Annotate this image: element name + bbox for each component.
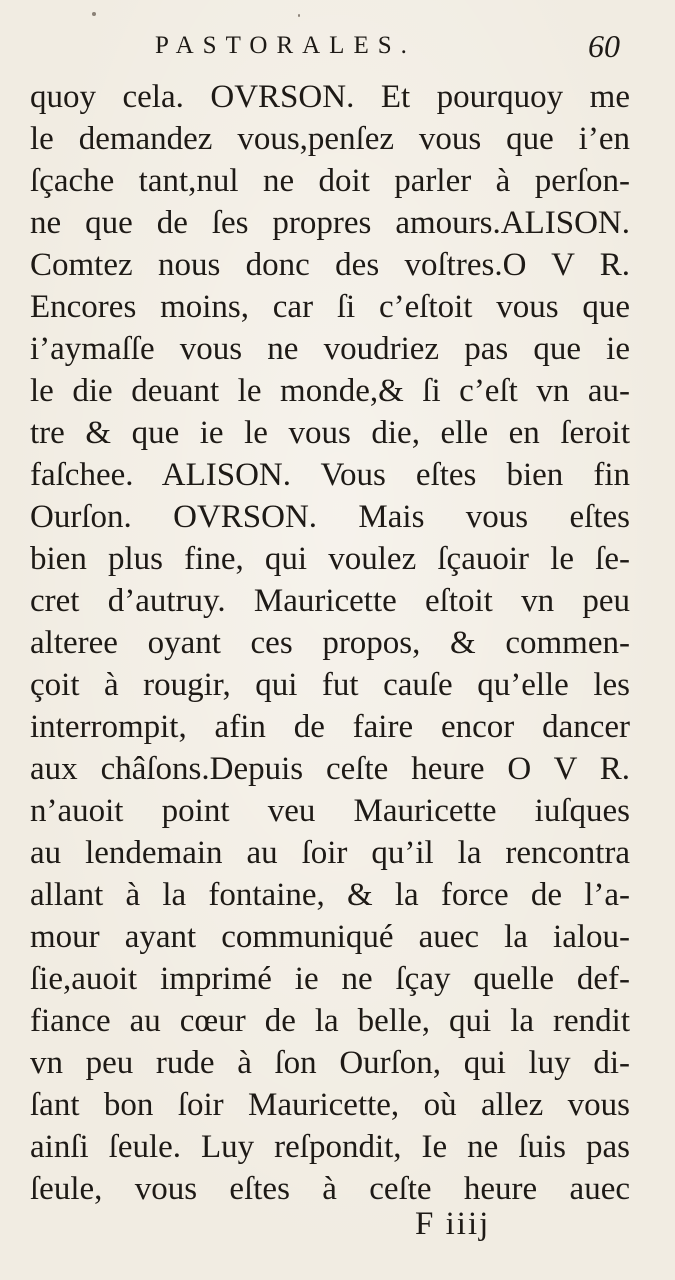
page-number: 60 [588, 28, 620, 64]
text-line: ſeule, vous eſtes à ceſte heure auec [30, 1171, 630, 1207]
text-line: quoy cela. OVRSON. Et pourquoy me [30, 79, 630, 115]
text-line: Ourſon. OVRSON. Mais vous eſtes [30, 499, 630, 535]
ink-speck [92, 12, 96, 16]
text-line: n’auoit point veu Mauricette iuſques [30, 793, 630, 829]
text-line: interrompit, afin de faire encor dancer [30, 709, 630, 745]
text-line: aux châſons.Depuis ceſte heure O V R. [30, 751, 630, 787]
text-line: le die deuant le monde,& ſi c’eſt vn au- [30, 373, 630, 409]
text-line: ſçache tant,nul ne doit parler à perſon- [30, 163, 630, 199]
text-line: ſant bon ſoir Mauricette, où allez vous [30, 1087, 630, 1123]
running-title: PASTORALES. [155, 32, 416, 59]
text-line: tre & que ie le vous die, elle en ſeroit [30, 415, 630, 451]
text-line: ainſi ſeule. Luy reſpondit, Ie ne ſuis pas [30, 1129, 630, 1165]
ink-speck [298, 14, 300, 17]
text-line: faſchee. ALISON. Vous eſtes bien fin [30, 457, 630, 493]
text-line: Encores moins, car ſi c’eſtoit vous que [30, 289, 630, 325]
signature-mark: F iiij [415, 1206, 491, 1242]
text-line: i’aymaſſe vous ne voudriez pas que ie [30, 331, 630, 367]
body-text [30, 76, 630, 1210]
page-header [0, 28, 675, 74]
text-line: bien plus fine, qui voulez ſçauoir le ſe- [30, 541, 630, 577]
text-line: vn peu rude à ſon Ourſon, qui luy di- [30, 1045, 630, 1081]
text-line: au lendemain au ſoir qu’il la rencontra [30, 835, 630, 871]
text-line: alteree oyant ces propos, & commen- [30, 625, 630, 661]
text-line: fiance au cœur de la belle, qui la rendit [30, 1003, 630, 1039]
text-line: çoit à rougir, qui fut cauſe qu’elle les [30, 667, 630, 703]
text-line: Comtez nous donc des voſtres.O V R. [30, 247, 630, 283]
text-line: le demandez vous,penſez vous que i’en [30, 121, 630, 157]
text-line: cret d’autruy. Mauricette eſtoit vn peu [30, 583, 630, 619]
text-line: ſie,auoit imprimé ie ne ſçay quelle def- [30, 961, 630, 997]
text-line: ne que de ſes propres amours.ALISON. [30, 205, 630, 241]
text-line: mour ayant communiqué auec la ialou- [30, 919, 630, 955]
text-line: allant à la fontaine, & la force de l’a- [30, 877, 630, 913]
